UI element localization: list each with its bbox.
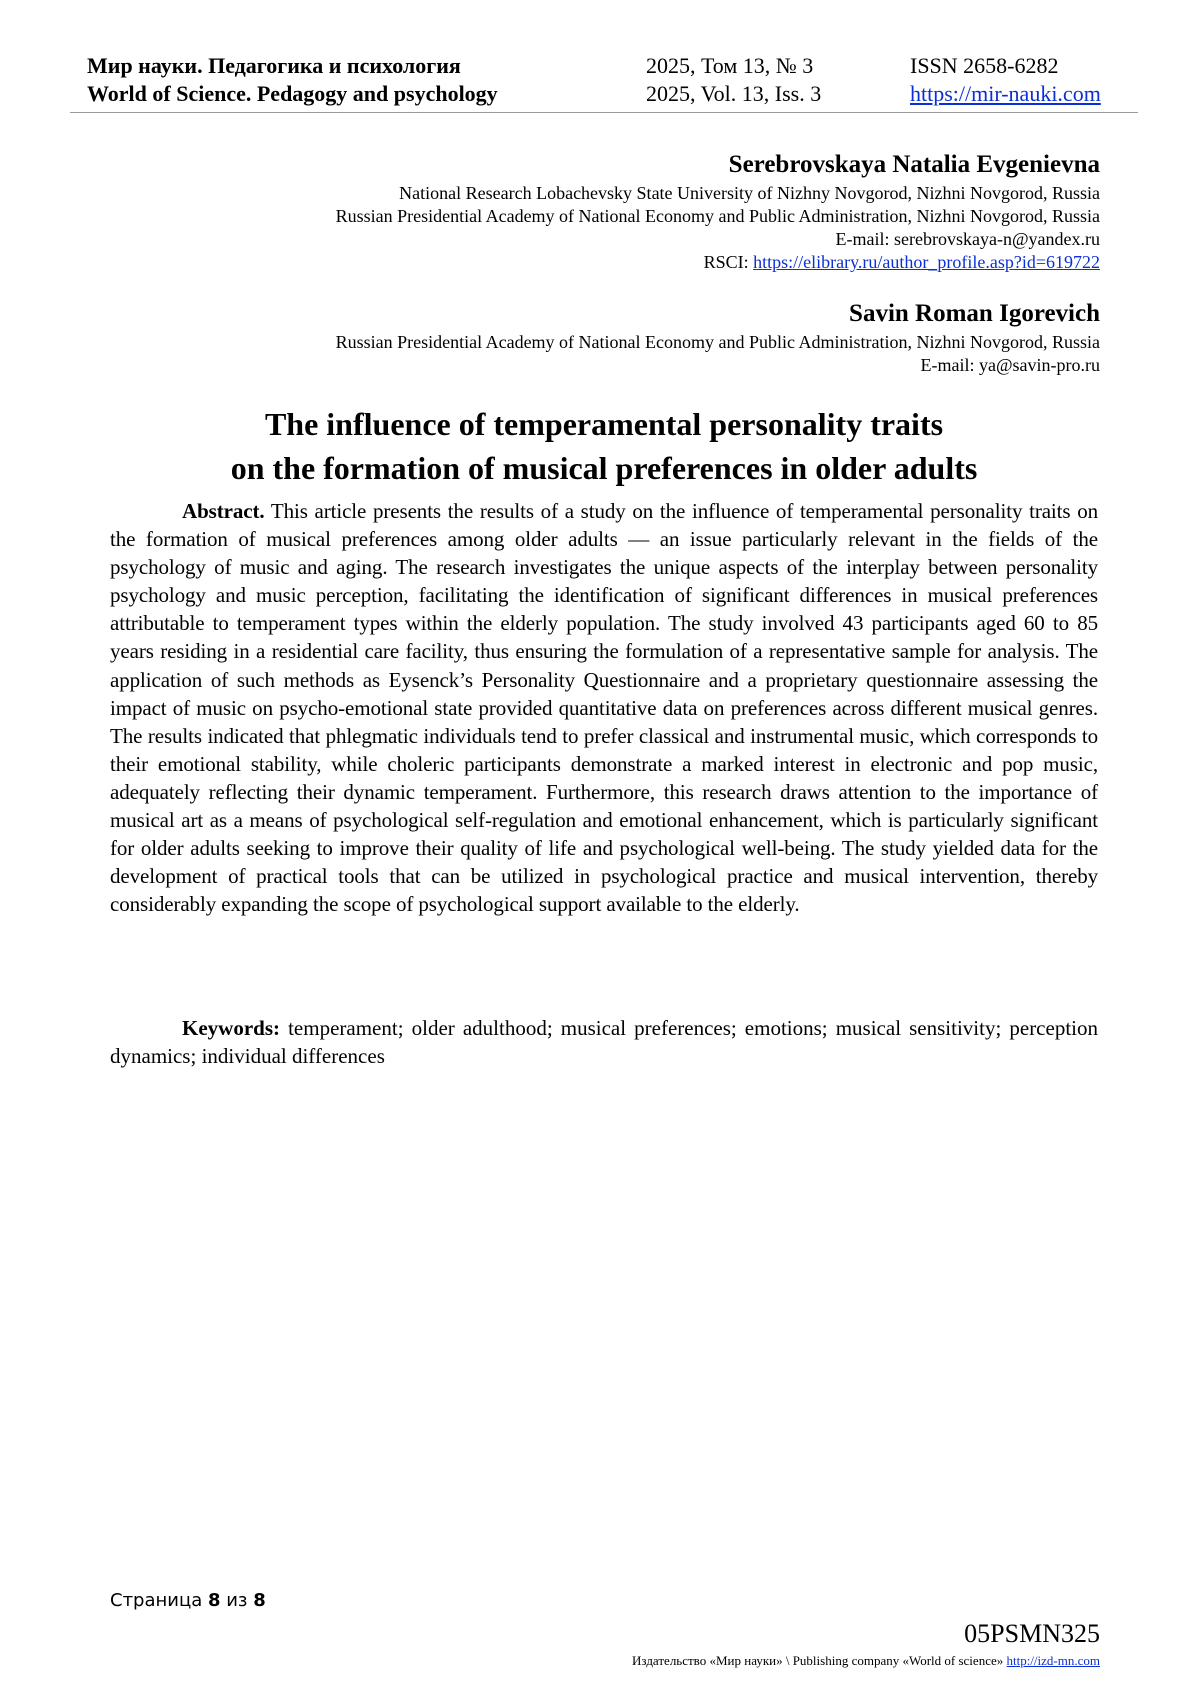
publisher-text: Издательство «Мир науки» \ Publishing company «World of science» xyxy=(632,1653,1007,1668)
header-divider xyxy=(70,112,1138,113)
article-code: 05PSMN325 xyxy=(964,1619,1100,1648)
author-email: E-mail: ya@savin-pro.ru xyxy=(920,355,1100,375)
article-title-line: on the formation of musical preferences in older adults xyxy=(230,450,978,486)
journal-title-block xyxy=(87,52,498,108)
journal-title-en: World of Science. Pedagogy and psychology xyxy=(87,81,498,106)
author-affiliation: National Research Lobachevsky State University of Nizhny Novgorod, Nizhni Novgorod, Russia xyxy=(399,183,1100,203)
keywords-text: temperament; older adulthood; musical preferences; emotions; musical sensitivity; perception dynamics; individual differences xyxy=(110,1016,1098,1068)
author-affiliation: Russian Presidential Academy of National Economy and Public Administration, Nizhni Novgorod, Russia xyxy=(335,332,1100,352)
page-counter-middle: из xyxy=(220,1590,254,1611)
issn-block xyxy=(910,52,1101,108)
page-counter-prefix: Страница xyxy=(110,1590,208,1611)
journal-site-link[interactable]: https://mir-nauki.com xyxy=(910,81,1101,106)
article-title xyxy=(60,402,1148,490)
author-block xyxy=(336,298,1100,377)
keywords xyxy=(110,1014,1098,1070)
abstract-label: Abstract. xyxy=(182,499,265,523)
author-rsci xyxy=(336,251,1100,274)
keywords-label: Keywords: xyxy=(182,1016,280,1040)
author-affiliation: Russian Presidential Academy of National Economy and Public Administration, Nizhni Novgorod, Russia xyxy=(335,206,1100,226)
author-block xyxy=(336,149,1100,274)
abstract xyxy=(110,497,1098,918)
journal-header xyxy=(87,52,1127,110)
article-title-line: The influence of temperamental personality traits xyxy=(264,406,944,442)
page-current: 8 xyxy=(207,1590,221,1611)
author-name: Serebrovskaya Natalia Evgenievna xyxy=(728,151,1100,178)
author-name: Savin Roman Igorevich xyxy=(849,300,1100,327)
journal-title-ru: Мир науки. Педагогика и психология xyxy=(87,53,461,78)
rsci-label: RSCI: xyxy=(703,252,754,272)
issue-ru: 2025, Том 13, № 3 xyxy=(646,53,814,78)
issue-block xyxy=(646,52,821,108)
publisher-link[interactable]: http://izd-mn.com xyxy=(1006,1653,1100,1668)
issue-en: 2025, Vol. 13, Iss. 3 xyxy=(646,81,822,106)
page-counter xyxy=(110,1589,266,1613)
issn: ISSN 2658-6282 xyxy=(910,53,1059,78)
abstract-text: This article presents the results of a study on the influence of temperamental personality traits on the formation of musical preferences among older adults — an issue particularly relevant in the fields of the psychology of music and aging. The research investigates the unique aspects of the interplay between personality psychology and music perception, facilitating the identification of significant differences in musical preferences attributable to temperament types within the elderly population. The study involved 43 participants aged 60 to 85 years residing in a residential care facility, thus ensuring the formulation of a representative sample for analysis. The application of such methods as Eysenck’s Personality Questionnaire and a proprietary questionnaire assessing the impact of music on psycho-emotional state provided quantitative data on preferences across different musical genres. The results indicated that phlegmatic individuals tend to prefer classical and instrumental music, which corresponds to their emotional stability, while choleric participants demonstrate a marked interest in electronic and pop music, adequately reflecting their dynamic temperament. Furthermore, this research draws attention to the importance of musical art as a means of psychological self-regulation and emotional enhancement, which is particularly significant for older adults seeking to improve their quality of life and psychological well-being. The study yielded data for the development of practical tools that can be utilized in psychological practice and musical intervention, thereby considerably expanding the scope of psychological support available to the elderly. xyxy=(110,499,1098,917)
page-total: 8 xyxy=(253,1590,266,1611)
rsci-link[interactable]: https://elibrary.ru/author_profile.asp?id=619722 xyxy=(753,252,1100,272)
author-email: E-mail: serebrovskaya-n@yandex.ru xyxy=(835,229,1100,249)
publisher-line xyxy=(632,1652,1100,1670)
